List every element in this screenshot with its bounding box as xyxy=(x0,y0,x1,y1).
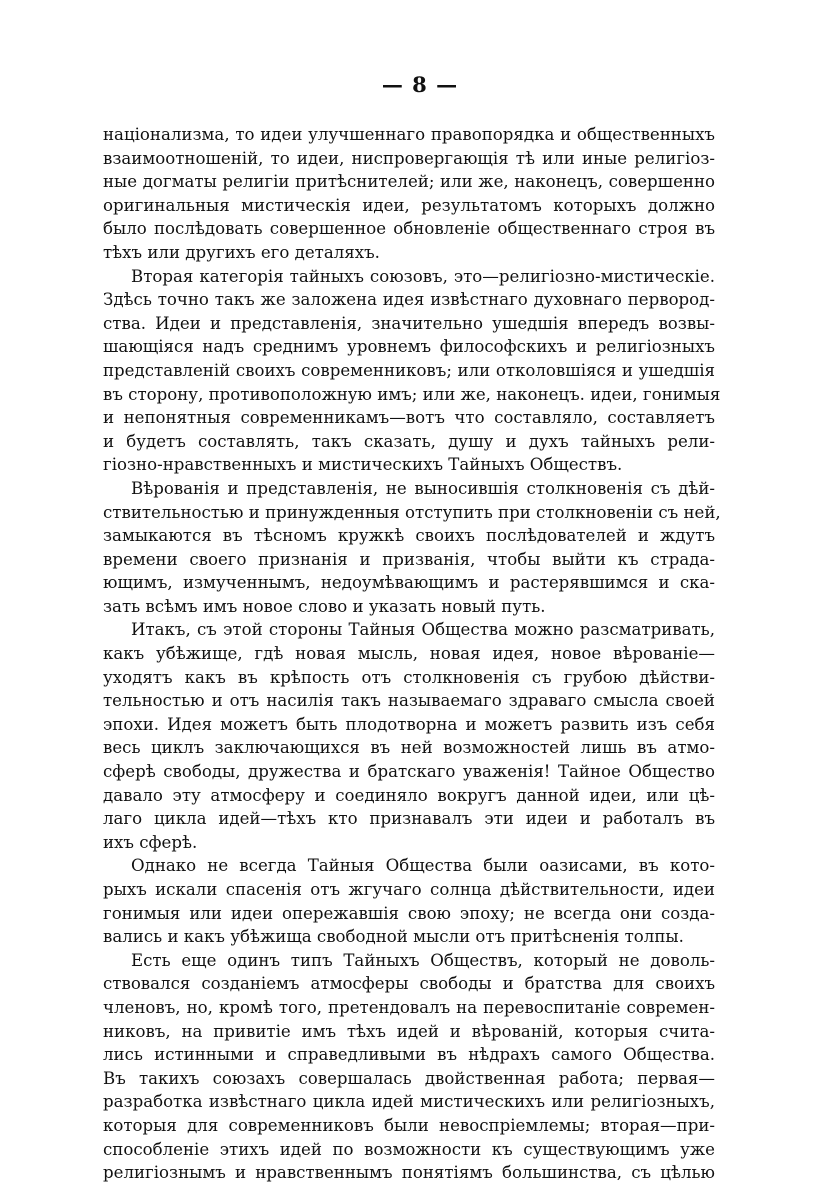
paragraph xyxy=(103,949,715,1185)
text-line: которыя для современниковъ были невоспріемлемы; вторая—при- xyxy=(103,1115,715,1135)
text-line: членовъ, но, кромѣ того, претендовалъ на перевоспитаніе современ- xyxy=(103,997,715,1017)
paragraph xyxy=(103,477,721,619)
text-line: ствительностью и принужденныя отступить при столкновеніи съ ней, xyxy=(103,502,721,522)
text-line: религіознымъ и нравственнымъ понятіямъ большинства, съ цѣлью xyxy=(103,1163,715,1183)
paragraph xyxy=(103,618,715,854)
text-line: тельностью и отъ насилія такъ называемаго здраваго смысла своей xyxy=(103,691,715,711)
paragraph xyxy=(103,854,715,948)
text-line: давало эту атмосферу и соединяло вокругъ данной идеи, или цѣ- xyxy=(103,785,715,805)
text-line: и непонятныя современникамъ—вотъ что составляло, составляетъ xyxy=(103,408,715,428)
text-line: ствовался созданіемъ атмосферы свободы и братства для своихъ xyxy=(103,974,715,994)
text-line: никовъ, на привитіе имъ тѣхъ идей и вѣрованій, которыя счита- xyxy=(103,1021,715,1041)
text-line: Въ такихъ союзахъ совершалась двойственная работа; первая— xyxy=(103,1068,715,1088)
text-line: зать всѣмъ имъ новое слово и указать новый путь. xyxy=(103,596,546,616)
text-line: времени своего признанія и призванія, чтобы выйти къ страда- xyxy=(103,549,715,569)
text-line: Итакъ, съ этой стороны Тайныя Общества можно разсматривать, xyxy=(131,620,715,640)
paragraph xyxy=(103,265,721,477)
text-line: вались и какъ убѣжища свободной мысли отъ притѣсненія толпы. xyxy=(103,927,684,947)
text-line: гонимыя или идеи опережавшія свою эпоху; не всегда они созда- xyxy=(103,903,715,923)
text-line: рыхъ искали спасенія отъ жгучаго солнца дѣйствительности, идеи xyxy=(103,880,715,899)
text-line: ные догматы религіи притѣснителей; или же, наконецъ, совершенно xyxy=(103,172,715,192)
text-line: Здѣсь точно такъ же заложена идея извѣстнаго духовнаго первород- xyxy=(103,290,715,310)
body-text xyxy=(103,123,721,1185)
text-line: сферѣ свободы, дружества и братскаго уваженія! Тайное Общество xyxy=(103,762,715,782)
text-line: Однако не всегда Тайныя Общества были оазисами, въ кото- xyxy=(131,856,715,876)
text-line: замыкаются въ тѣсномъ кружкѣ своихъ послѣдователей и ждутъ xyxy=(103,526,715,546)
text-line: и будетъ составлять, такъ сказать, душу и духъ тайныхъ рели- xyxy=(103,431,715,451)
text-line: разработка извѣстнаго цикла идей мистическихъ или религіозныхъ, xyxy=(103,1092,715,1112)
text-line: шающіяся надъ среднимъ уровнемъ философскихъ и религіозныхъ xyxy=(103,337,715,357)
text-line: уходятъ какъ въ крѣпость отъ столкновенія съ грубою дѣйстви- xyxy=(103,667,715,687)
paragraph xyxy=(103,123,715,265)
text-line: оригинальныя мистическія идеи, результатомъ которыхъ должно xyxy=(103,195,715,215)
text-line: лаго цикла идей—тѣхъ кто признавалъ эти идеи и работалъ въ xyxy=(103,809,715,829)
text-line: представленій своихъ современниковъ; или отколовшіяся и ушедшія xyxy=(103,360,715,380)
text-line: націонализма, то идеи улучшеннаго правопорядка и общественныхъ xyxy=(103,125,715,144)
text-line: ства. Идеи и представленія, значительно ушедшія впередъ возвы- xyxy=(103,313,715,333)
page-number: — 8 — xyxy=(381,72,459,97)
text-line: тѣхъ или другихъ его деталяхъ. xyxy=(103,242,380,262)
text-line: Есть еще одинъ типъ Тайныхъ Обществъ, который не доволь- xyxy=(131,950,715,970)
text-line: ихъ сферѣ. xyxy=(103,832,198,852)
text-line: Вѣрованія и представленія, не выносившія столкновенія съ дѣй- xyxy=(131,478,715,498)
text-line: ющимъ, измученнымъ, недоумѣвающимъ и растерявшимся и ска- xyxy=(103,573,715,593)
text-line: способленіе этихъ идей по возможности къ существующимъ уже xyxy=(103,1139,715,1159)
text-line: какъ убѣжище, гдѣ новая мысль, новая идея, новое вѣрованіе— xyxy=(103,644,715,664)
text-line: было послѣдовать совершенное обновленіе общественнаго строя въ xyxy=(103,219,715,239)
text-line: Вторая категорія тайныхъ союзовъ, это—религіозно-мистическіе. xyxy=(131,266,715,286)
text-line: лись истинными и справедливыми въ нѣдрахъ самого Общества. xyxy=(103,1045,715,1065)
text-line: въ сторону, противоположную имъ; или же, наконецъ. идеи, гонимыя xyxy=(103,384,721,404)
text-line: гіозно-нравственныхъ и мистическихъ Тайныхъ Обществъ. xyxy=(103,455,623,475)
text-line: эпохи. Идея можетъ быть плодотворна и можетъ развить изъ себя xyxy=(103,714,715,734)
text-line: взаимоотношеній, то идеи, ниспровергающія тѣ или иные религіоз- xyxy=(103,148,715,168)
text-line: весь циклъ заключающихся въ ней возможностей лишь въ атмо- xyxy=(103,738,715,758)
